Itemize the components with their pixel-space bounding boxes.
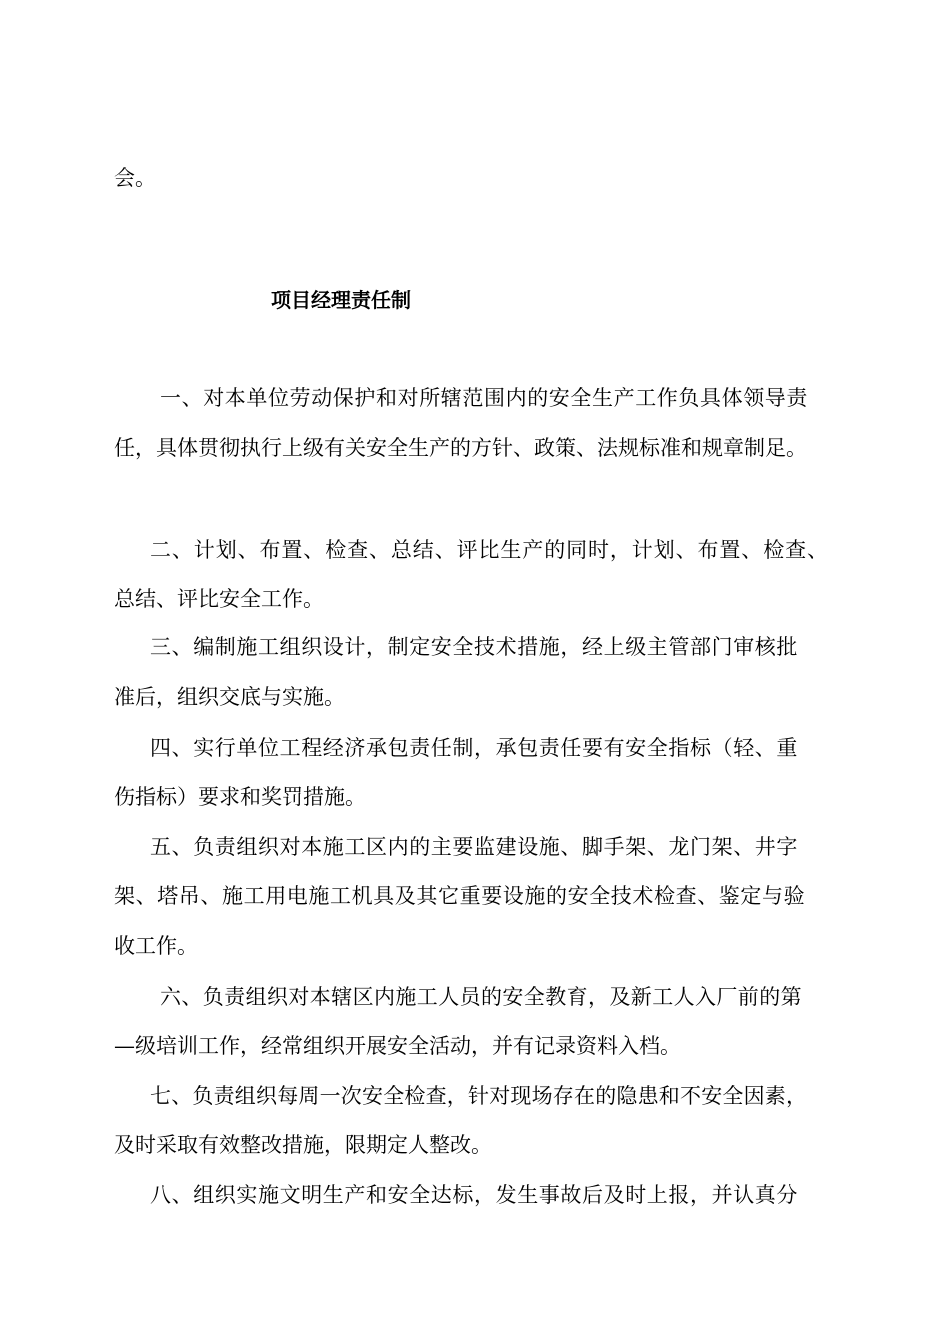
- paragraph-1-line-2: 任，具体贯彻执行上级有关安全生产的方针、政策、法规标准和规章制足。: [114, 436, 807, 460]
- paragraph-2-line-2: 总结、评比安全工作。: [114, 587, 324, 611]
- paragraph-4-line-2: 伤指标）要求和奖罚措施。: [114, 785, 366, 809]
- paragraph-3-line-2: 准后，组织交底与实施。: [114, 685, 345, 709]
- paragraph-7-line-1: 七、负责组织每周一次安全检查，针对现场存在的隐患和不安全因素，: [150, 1084, 808, 1108]
- paragraph-5-line-3: 收工作。: [114, 934, 198, 958]
- paragraph-1-line-1: 一、对本单位劳动保护和对所辖范围内的安全生产工作负具体领导责: [160, 386, 808, 410]
- paragraph-2-line-1: 二、计划、布置、检查、总结、评比生产的同时，计划、布置、检查、: [150, 538, 829, 562]
- paragraph-5-line-2: 架、塔吊、施工用电施工机具及其它重要设施的安全技术检查、鉴定与验: [114, 884, 806, 908]
- paragraph-4-line-1: 四、实行单位工程经济承包责任制，承包责任要有安全指标（轻、重: [150, 736, 798, 760]
- section-title: 项目经理责任制: [271, 288, 411, 312]
- paragraph-6-line-2: —级培训工作，经常组织开展安全活动，并有记录资料入档。: [114, 1034, 681, 1058]
- paragraph-3-line-1: 三、编制施工组织设计，制定安全技术措施，经上级主管部门审核批: [150, 635, 798, 659]
- paragraph-7-line-2: 及时采取有效整改措施，限期定人整改。: [114, 1133, 492, 1157]
- paragraph-6-line-1: 六、负责组织对本辖区内施工人员的安全教育，及新工人入厂前的第: [160, 985, 802, 1009]
- paragraph-5-line-1: 五、负责组织对本施工区内的主要监建设施、脚手架、龙门架、井字: [150, 835, 798, 859]
- paragraph-8-line-1: 八、组织实施文明生产和安全达标，发生事故后及时上报，并认真分: [150, 1183, 798, 1207]
- continuation-text: 会。: [114, 166, 156, 190]
